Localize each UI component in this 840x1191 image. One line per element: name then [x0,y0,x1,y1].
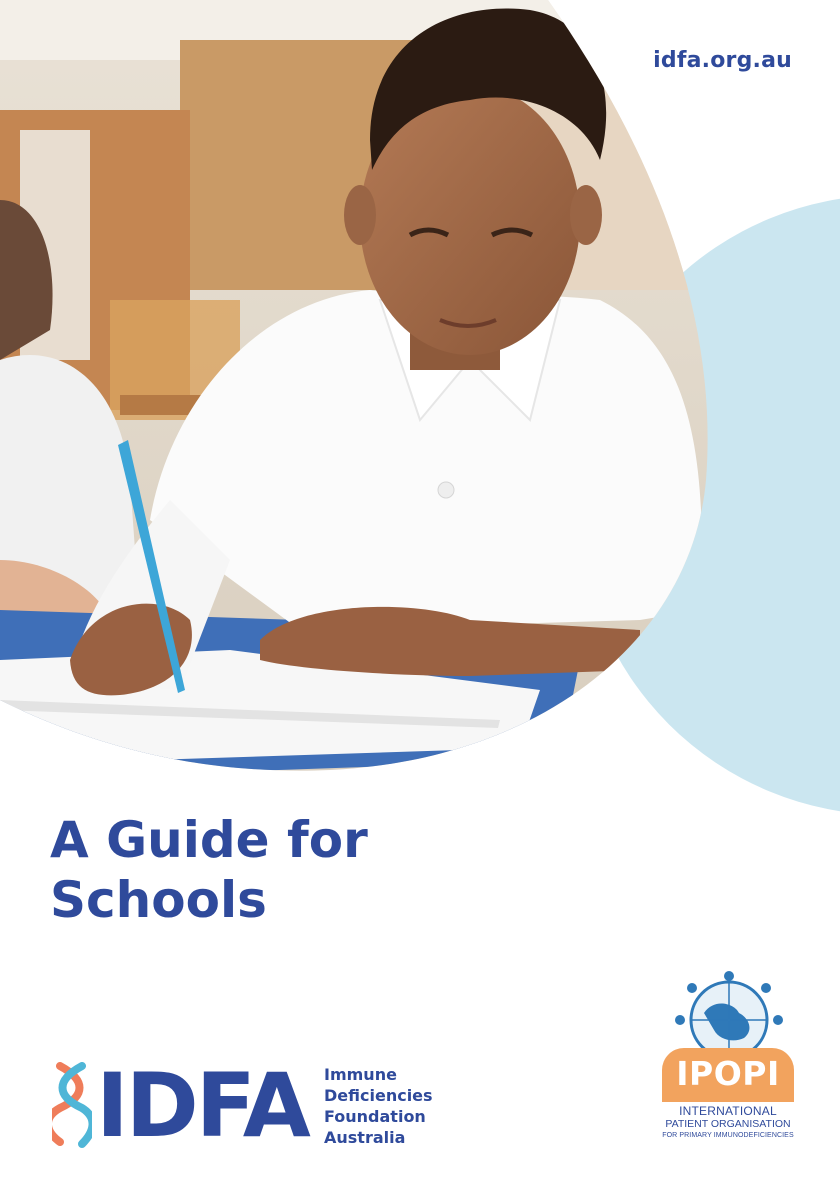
idfa-name-line: Deficiencies [324,1086,433,1105]
idfa-name-line: Australia [324,1128,406,1147]
idfa-name-line: Immune [324,1065,397,1084]
ipopi-tagline-1: INTERNATIONAL [679,1104,777,1118]
website-url[interactable]: idfa.org.au [653,48,792,73]
title-line-1: A Guide for [50,811,368,869]
idfa-logo [52,1054,472,1158]
idfa-wordmark: IDFA [96,1054,308,1157]
idfa-name-line: Foundation [324,1107,426,1126]
ipopi-tagline-3: FOR PRIMARY IMMUNODEFICIENCIES [662,1132,794,1139]
dna-helix-icon [52,1062,92,1152]
title-line-2: Schools [50,871,267,929]
ipopi-logo [660,968,800,1158]
page-title [50,810,550,930]
idfa-full-name [324,1064,484,1148]
ipopi-tagline-2: PATIENT ORGANISATION [665,1118,791,1130]
ipopi-wordmark: IPOPI [676,1054,780,1093]
